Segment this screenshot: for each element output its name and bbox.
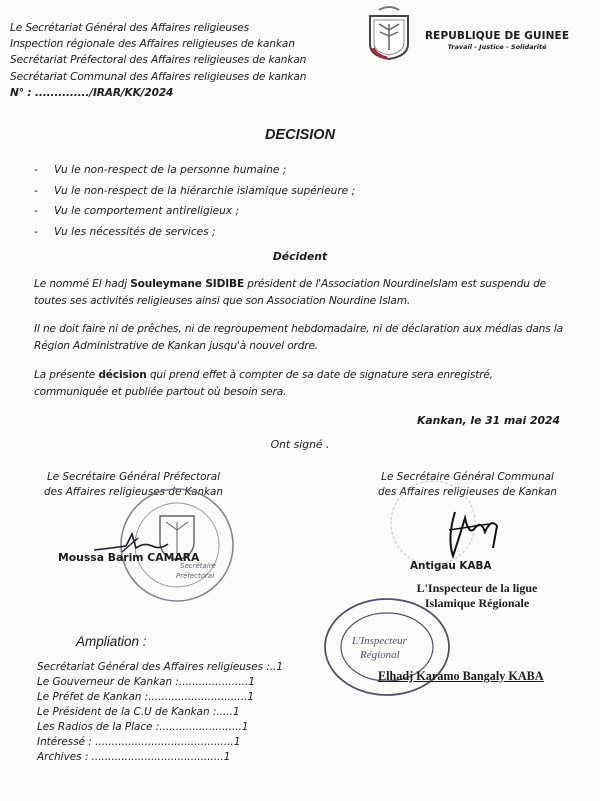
considerant-item: - Vu le non-respect de la hiérarchie islamique supérieure ; [34,184,356,197]
considerant-item: - Vu les nécessités de services ; [34,225,216,238]
signed-label: Ont signé . [270,438,330,451]
authority-line: Secrétariat Communal des Affaires religieuses de kankan [10,70,307,83]
considerant-item: - Vu le non-respect de la personne humaine ; [34,164,287,176]
distribution-item: Les Radios de la Place :.........................1 [37,721,249,733]
distribution-item: Secrétariat Général des Affaires religieuses :..1 [37,661,284,673]
considerant-item: - Vu le comportement antireligieux ; [34,205,240,217]
distribution-item: Le Gouverneur de Kankan :.....................1 [37,676,255,688]
svg-text:L'Inspecteur: L'Inspecteur [352,635,407,647]
authority-line: Inspection régionale des Affaires religieuses de kankan [10,38,295,51]
svg-text:Régional: Régional [360,649,400,661]
country-name: REPUBLIQUE DE GUINEE [425,30,570,42]
distribution-item: Le Président de la C.U de Kankan :.....1 [37,706,240,718]
distribution-heading: Ampliation : [76,634,147,649]
decision-heading: Décident [272,250,328,263]
reference-number: N° : ............../IRAR/KK/2024 [10,86,174,99]
suspension-paragraph: Le nommé El hadj Souleymane SIDIBE président de l'Association NourdineIslam est suspendu de toutes ses activités religieuses ainsi que son Association Nourdine Islam. [34,278,547,307]
inspector-name: Elhadj Karamo Bangaly KABA [378,669,544,683]
communal-secretary-title: Le Secrétaire Général Communal des Affaires religieuses de Kankan [377,471,558,498]
distribution-item: Le Préfet de Kankan :..............................1 [37,691,255,703]
communal-secretary-name: Antigau KABA [410,560,492,572]
prefectoral-secretary-title: Le Secrétaire Général Préfectoral des Affaires religieuses de Kankan [43,471,224,498]
document-title: DECISION [264,127,336,143]
svg-text:Préfectoral: Préfectoral [176,572,215,580]
distribution-list [37,660,283,765]
suspended-person-name: Souleymane SIDIBE [130,278,245,290]
svg-text:Secrétaire: Secrétaire [180,562,216,570]
prefectoral-secretary-name: Moussa Barim CAMARA [58,551,200,564]
republic-block [425,30,569,51]
authority-line: Secrétariat Préfectoral des Affaires religieuses de kankan [10,54,307,67]
distribution-item: Intéressé : ..........................................1 [37,736,241,748]
effect-paragraph: La présente décision qui prend effet à compter de sa date de signature sera enregistré, communiquée et publiée partout où besoin sera. [34,369,493,398]
considerants-list [34,160,355,242]
authority-line: Le Secrétariat Général des Affaires religieuses [10,22,249,34]
issuing-authority-block [10,20,306,101]
prohibition-paragraph: Il ne doit faire ni de prêches, ni de regroupement hebdomadaire, ni de déclaration aux médias dans la Région Administrative de Kankan jusqu'à nouvel ordre. [34,323,563,352]
place-and-date: Kankan, le 31 mai 2024 [417,414,560,427]
coat-of-arms-icon [365,4,413,62]
national-motto: Travail - Justice - Solidarité [447,43,547,51]
inspector-title: L'Inspecteur de la ligue Islamique Régionale [416,581,538,610]
communal-signature-icon [445,508,505,560]
distribution-item: Archives : ........................................1 [37,751,231,763]
